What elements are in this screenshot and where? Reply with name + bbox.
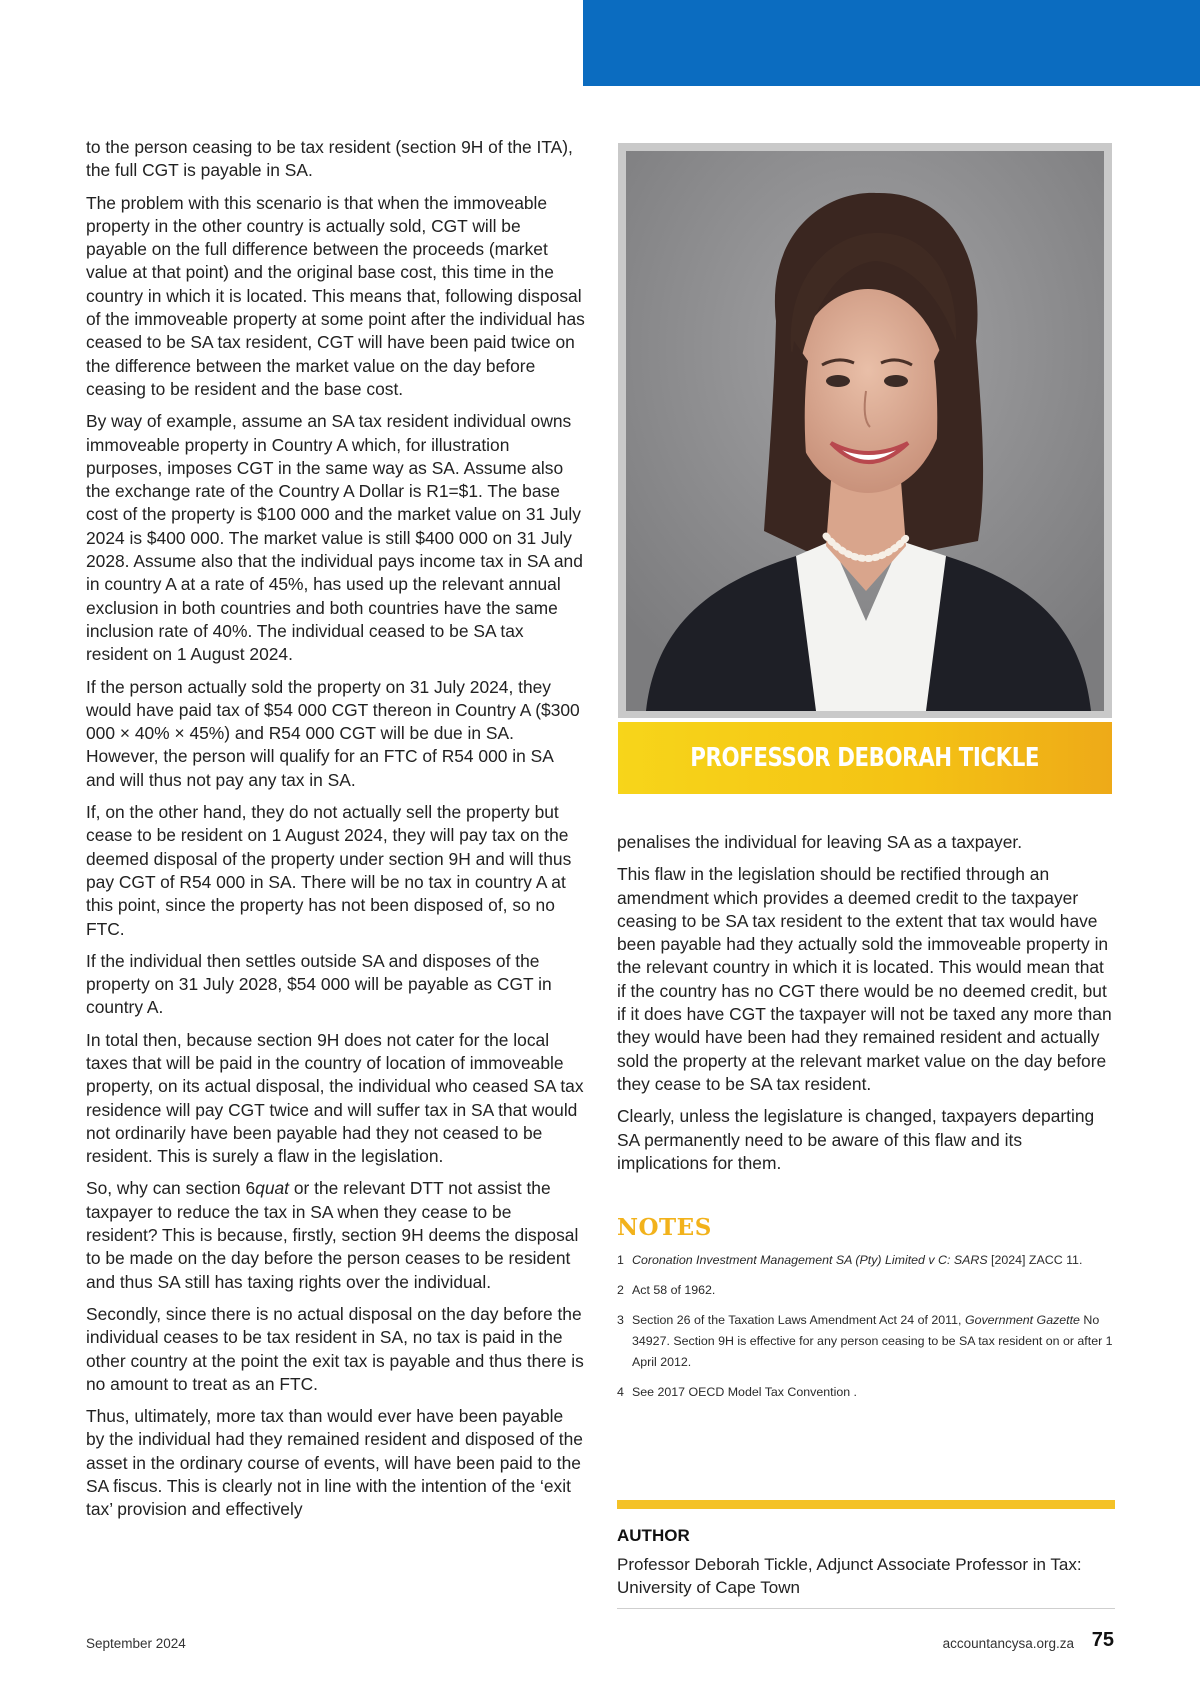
author-photo-frame	[618, 143, 1112, 718]
paragraph: The problem with this scenario is that when the immoveable property in the other country is actually sold, CGT will be payable on the full difference between the proceeds (market value at that point) and the original base cost, this time in the country in which it is located. This means that, following disposal of the immoveable property at some point after the individual has ceased to be SA tax resident, CGT will have been paid twice on the difference between the market value on the day before ceasing to be resident and the base cost.	[86, 192, 585, 399]
article-right-column	[617, 831, 1117, 1184]
photo-caption: PROFESSOR DEBORAH TICKLE	[690, 743, 1040, 773]
author-heading: AUTHOR	[617, 1526, 690, 1545]
paragraph: penalises the individual for leaving SA as a taxpayer.	[617, 832, 1023, 852]
footer-date: September 2024	[86, 1636, 186, 1651]
note-number: 3	[617, 1313, 624, 1327]
paragraph: If the person actually sold the property on 31 July 2024, they would have paid tax of $54 000 CGT thereon in Country A ($300 000 × 40% × 45%) and R54 000 CGT will be due in SA. However, the person will qualify for an FTC of R54 000 in SA and will thus not pay any tax in SA.	[86, 676, 580, 790]
photo-caption-bar	[618, 722, 1112, 794]
note-text: [2024] ZACC 11.	[987, 1253, 1083, 1267]
note-text: No 34927. Section 9H is effective for any person ceasing to be SA tax resident on or after 1 April 2012.	[632, 1313, 1113, 1369]
note-text: Section 26 of the Taxation Laws Amendment Act 24 of 2011,	[632, 1313, 965, 1327]
notes-list	[617, 1250, 1117, 1412]
paragraph: If, on the other hand, they do not actually sell the property but cease to be resident on 1 August 2024, they will pay tax on the deemed disposal of the property under section 9H and will thus pay CGT of R54 000 in SA. There will be no tax in country A at this point, since the property has not been disposed of, so no FTC.	[86, 802, 572, 939]
paragraph-text: So, why can section 6	[86, 1178, 256, 1199]
paragraph: By way of example, assume an SA tax resident individual owns immoveable property in Country A which, for illustration purposes, imposes CGT in the same way as SA. Assume also the exchange rate of the Country A Dollar is R1=$1. The base cost of the property is $100 000 and the market value on 31 July 2024 is $400 000. The market value is still $400 000 on 31 July 2028. Assume also that the individual pays income tax in SA and in country A at a rate of 45%, has used up the relevant annual exclusion in both countries and both countries have the same inclusion rate of 40%. The individual ceased to be SA tax resident on 1 August 2024.	[86, 411, 583, 665]
note-number: 1	[617, 1253, 624, 1267]
paragraph: In total then, because section 9H does not cater for the local taxes that will be paid in the country of location of immoveable property, on its actual disposal, the individual who ceased SA tax residence will pay CGT twice and will suffer tax in SA that would not ordinarily have been payable had they not ceased to be resident. This is surely a flaw in the legislation.	[86, 1029, 584, 1167]
note-number: 4	[617, 1385, 624, 1399]
paragraph-text: or the relevant DTT not assist the taxpayer to reduce the tax in SA when they cease to be resident? This is because, firstly, section 9H deems the disposal to be made on the day before the person ceases to be resident and thus SA still has taxing rights over the individual.	[86, 1178, 579, 1292]
paragraph	[86, 1177, 586, 1293]
author-photo	[626, 151, 1104, 711]
article-left-column	[86, 136, 586, 1531]
paragraph: Secondly, since there is no actual disposal on the day before the individual ceases to be tax resident in SA, no tax is paid in the other country at the point the exit tax is payable and thus there is no amount to treat as an FTC.	[86, 1303, 584, 1394]
author-bottom-divider	[617, 1608, 1115, 1609]
note-italic: Government Gazette	[964, 1313, 1080, 1327]
paragraph: Thus, ultimately, more tax than would ever have been payable by the individual had they remained resident and disposed of the asset in the ordinary course of events, will have been paid to the SA fiscus. This is clearly not in line with the intention of the ‘exit tax’ provision and effectively	[86, 1406, 583, 1520]
note-item	[617, 1382, 1117, 1403]
note-italic: Coronation Investment Management SA (Pty) Limited v C: SARS	[632, 1253, 988, 1267]
paragraph-italic: quat	[255, 1178, 290, 1199]
portrait-illustration	[626, 151, 1104, 711]
author-divider	[617, 1500, 1115, 1509]
note-item	[617, 1280, 1117, 1301]
note-item	[617, 1250, 1117, 1271]
paragraph: Clearly, unless the legislature is changed, taxpayers departing SA permanently need to be aware of this flaw and its implications for them.	[617, 1106, 1095, 1173]
paragraph: If the individual then settles outside SA and disposes of the property on 31 July 2028, $54 000 will be payable as CGT in country A.	[86, 950, 552, 1018]
note-text: See 2017 OECD Model Tax Convention .	[632, 1385, 857, 1399]
author-bio: Professor Deborah Tickle, Adjunct Associate Professor in Tax: University of Cape Town	[617, 1555, 1082, 1597]
paragraph: to the person ceasing to be tax resident (section 9H of the ITA), the full CGT is payable in SA.	[86, 137, 573, 181]
note-text: Act 58 of 1962.	[632, 1283, 716, 1297]
paragraph: This flaw in the legislation should be rectified through an amendment which provides a deemed credit to the taxpayer ceasing to be SA tax resident to the extent that tax would have been payable had they actually sold the immoveable property in the relevant country in which it is located. This would mean that if the country has no CGT there would be no deemed credit, but if it does have CGT the taxpayer will not be taxed any more than they would have been had they remained resident and actually sold the property at the relevant market value on the day before they cease to be SA tax resident.	[617, 864, 1112, 1094]
header-color-bar	[583, 0, 1200, 86]
note-item	[617, 1310, 1117, 1373]
page-number: 75	[1091, 1629, 1114, 1651]
footer-website: accountancysa.org.za	[942, 1636, 1074, 1651]
note-number: 2	[617, 1283, 624, 1297]
notes-heading: NOTES	[617, 1214, 712, 1241]
